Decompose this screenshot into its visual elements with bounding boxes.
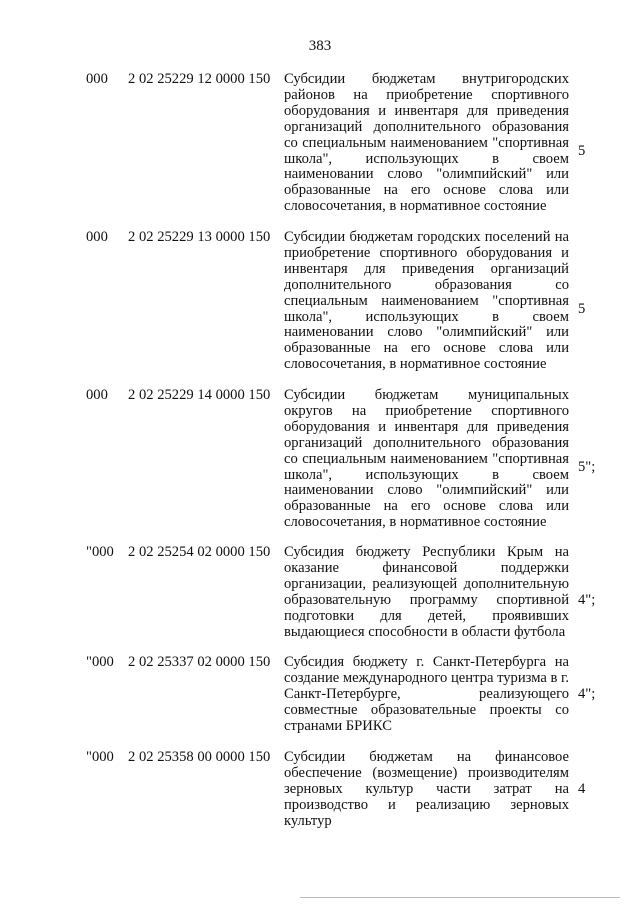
admin-code: 000 [86,71,108,87]
budget-classification-code: 2 02 25229 13 0000 150 [128,229,271,245]
admin-code: 000 [86,229,108,245]
income-description: Субсидии бюджетам на финансовое обеспечение (возмещение) производителям зерновых культур части затрат на производство и реализацию зерновых культур [284,749,569,829]
income-description: Субсидии бюджетам муниципальных округов на приобретение спортивного оборудования и инвентаря для приведения организаций дополнительного образования со специальным наименованием "спортивная школа", использующих в своем наименовании слово "олимпийский" или образованные на его основе слова или словосочетания, в нормативное состояние [284,387,569,531]
income-description: Субсидия бюджету г. Санкт-Петербурга на создание международного центра туризма в г. Санкт-Петербурге, реализующего совместные образовательные проекты со странами БРИКС [284,654,570,734]
income-description: Субсидии бюджетам внутригородских районов на приобретение спортивного оборудования и инвентаря для приведения организаций дополнительного образования со специальным наименованием "спортивная школа", использующих в своем наименовании слово "олимпийский" или образованные на его основе слова или словосочетания, в нормативное состояние [284,71,569,215]
admin-code: "000 [86,544,114,560]
budget-classification-code: 2 02 25337 02 0000 150 [128,654,271,670]
budget-classification-code: 2 02 25254 02 0000 150 [128,544,271,560]
budget-classification-code: 2 02 25229 14 0000 150 [128,387,271,403]
admin-code: "000 [86,749,114,765]
allocation-amount: 5 [578,301,586,317]
income-description: Субсидии бюджетам городских поселений на приобретение спортивного оборудования и инвентаря для приведения организаций дополнительного образования со специальным наименованием "спортивная школа", использующих в своем наименовании слово "олимпийский" или образованные на его основе слова или словосочетания, в нормативное состояние [284,229,569,373]
admin-code: "000 [86,654,114,670]
allocation-amount: 4"; [578,592,596,608]
budget-classification-code: 2 02 25358 00 0000 150 [128,749,271,765]
allocation-amount: 5"; [578,459,596,475]
income-description: Субсидия бюджету Республики Крым на оказание финансовой поддержки организации, реализующей дополнительную образовательную программу спортивной подготовки для детей, проявивших выдающиеся способности в области футбола [284,544,569,640]
allocation-amount: 4"; [578,686,596,702]
admin-code: 000 [86,387,108,403]
page-number: 383 [308,38,332,54]
budget-classification-code: 2 02 25229 12 0000 150 [128,71,271,87]
allocation-amount: 4 [578,781,586,797]
scan-edge-line [300,897,620,898]
allocation-amount: 5 [578,143,586,159]
